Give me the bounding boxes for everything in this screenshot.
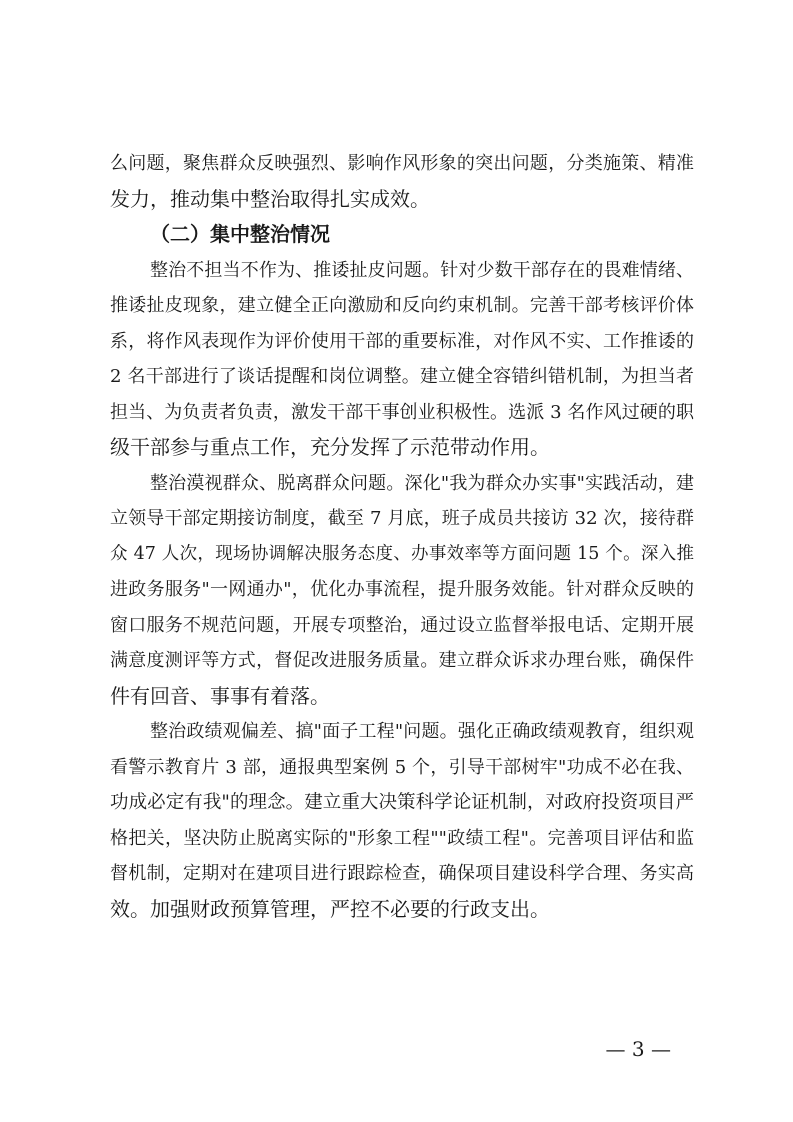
text-line: 2 名干部进行了谈话提醒和岗位调整。建立健全容错纠错机制，为担当者 (110, 366, 694, 387)
text-line: 么问题，聚焦群众反映强烈、影响作风形象的突出问题，分类施策、精准 (110, 153, 694, 174)
text-line: 系，将作风表现作为评价使用干部的重要标准，对作风不实、工作推诿的 (110, 330, 694, 352)
text-line: 立领导干部定期接访制度，截至 7 月底，班子成员共接访 32 次，接待群 (110, 508, 694, 529)
text-line: 看警示教育片 3 部，通报典型案例 5 个，引导干部树牢"功成不必在我、 (110, 756, 694, 778)
text-line: 件有回音、事事有着落。 (110, 683, 330, 708)
text-line: 级干部参与重点工作，充分发挥了示范带动作用。 (110, 435, 550, 459)
paragraph-inaction-issues (110, 253, 694, 466)
text-line: 众 47 人次，现场协调解决服务态度、办事效率等方面问题 15 个。深入推 (110, 543, 694, 564)
text-line: 进政务服务"一网通办"，优化办事流程，提升服务效能。针对群众反映的 (110, 579, 694, 600)
paragraph-continuation (110, 146, 694, 217)
page-number: — 3 — (605, 1037, 671, 1061)
section-heading: （二）集中整治情况 (150, 222, 330, 246)
text-line: 整治不担当不作为、推诿扯皮问题。针对少数干部存在的畏难情绪、 (150, 259, 694, 281)
text-line: 推诿扯皮现象，建立健全正向激励和反向约束机制。完善干部考核评价体 (110, 295, 694, 316)
text-line: 格把关，坚决防止脱离实际的"形象工程""政绩工程"。完善项目评估和监 (110, 827, 694, 849)
text-line: 发力，推动集中整治取得扎实成效。 (110, 186, 430, 211)
text-line: 功成必定有我"的理念。建立重大决策科学论证机制，对政府投资项目严 (110, 792, 694, 813)
document-body (110, 146, 694, 927)
paragraph-vanity-project-issues (110, 714, 694, 927)
text-line: 满意度测评等方式，督促改进服务质量。建立群众诉求办理台账，确保件 (110, 650, 694, 671)
text-line: 担当、为负责者负责，激发干部干事创业积极性。选派 3 名作风过硬的职 (110, 401, 694, 423)
text-line: 效。加强财政预算管理，严控不必要的行政支出。 (110, 896, 550, 921)
text-line: 整治政绩观偏差、搞"面子工程"问题。强化正确政绩观教育，组织观 (150, 721, 694, 742)
text-line: 督机制，定期对在建项目进行跟踪检查，确保项目建设科学合理、务实高 (110, 863, 694, 884)
text-line: 整治漠视群众、脱离群众问题。深化"我为群众办实事"实践活动，建 (150, 472, 694, 494)
text-line: 窗口服务不规范问题，开展专项整治，通过设立监督举报电话、定期开展 (110, 614, 694, 636)
paragraph-public-neglect-issues (110, 466, 694, 715)
